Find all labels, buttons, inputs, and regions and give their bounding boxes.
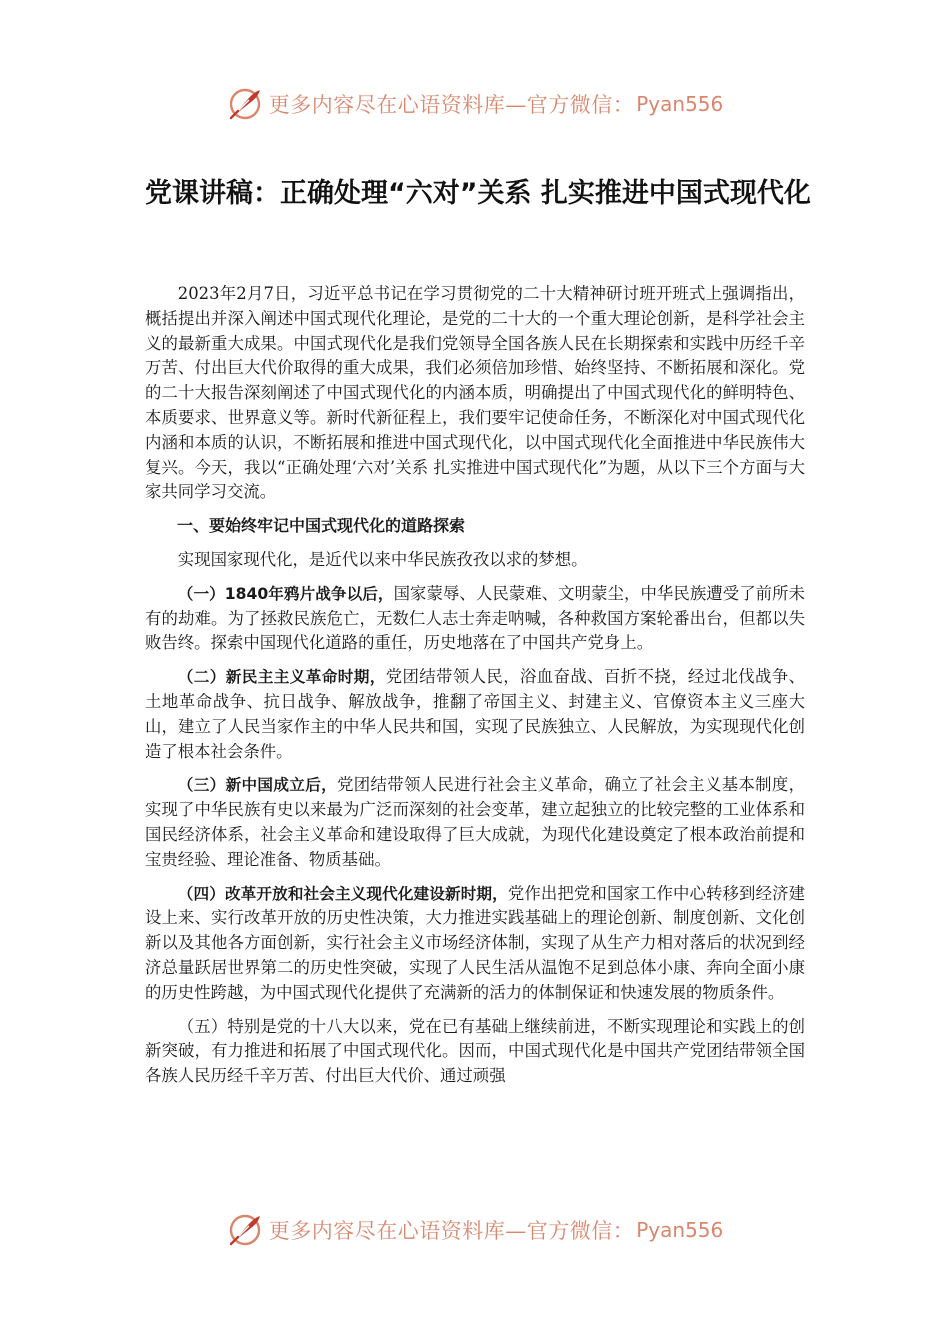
item-4-lead: （四）改革开放和社会主义现代化建设新时期， (177, 884, 508, 903)
paragraph-item-5: （五）特别是党的十八大以来，党在已有基础上继续前进，不断实现理论和实践上的创新突破，有力推进和拓展了中国式现代化。因而，中国式现代化是中国共产党团结带领全国各族人民历经千辛万苦、付出巨大代价、通过顽强 (145, 1016, 805, 1086)
footer-watermark-banner (0, 1208, 950, 1252)
intro-paragraph: 2023年2月7日，习近平总书记在学习贯彻党的二十大精神研讨班开班式上强调指出，概括提出并深入阐述中国式现代化理论，是党的二十大的一个重大理论创新，是科学社会主义的最新重大成果。中国式现代化是我们党领导全国各族人民在长期探索和实践中历经千辛万苦、付出巨大代价取得的重大成果，我们必须倍加珍惜、始终坚持、不断拓展和深化。党的二十大报告深刻阐述了中国式现代化的内涵本质，明确提出了中国式现代化的鲜明特色、本质要求、世界意义等。新时代新征程上，我们要牢记使命任务，不断深化对中国式现代化内涵和本质的认识，不断拓展和推进中国式现代化，以中国式现代化全面推进中华民族伟大复兴。今天，我以“正确处理‘六对’关系 扎实推进中国式现代化”为题，从以下三个方面与大家共同学习交流。 (145, 284, 805, 502)
item-3-text: 党团结带领人民进行社会主义革命，确立了社会主义基本制度，实现了中华民族有史以来最为广泛而深刻的社会变革，建立起独立的比较完整的工业体系和国民经济体系，社会主义革命和建设取得了巨大成就，为现代化建设奠定了根本政治前提和宝贵经验、理论准备、物质基础。 (145, 775, 805, 869)
paragraph-item-4 (145, 882, 805, 1006)
feather-pen-logo-icon (227, 1212, 263, 1248)
item-1-lead: （一）1840年鸦片战争以后， (177, 584, 394, 603)
banner-text: 更多内容尽在心语资料库—官方微信： (268, 1219, 635, 1243)
paragraph-item-1 (145, 582, 805, 656)
section-1-lead: 实现国家现代化，是近代以来中华民族孜孜以求的梦想。 (177, 549, 588, 569)
wechat-id: Pyan556 (636, 1218, 724, 1242)
header-watermark-banner (0, 82, 950, 126)
item-2-text: 党团结带领人民，浴血奋战、百折不挠，经过北伐战争、土地革命战争、抗日战争、解放战争，推翻了帝国主义、封建主义、官僚资本主义三座大山，建立了人民当家作主的中华人民共和国，实现了民族独立、人民解放，为实现现代化创造了根本社会条件。 (145, 667, 805, 761)
paragraph-item-2 (145, 665, 805, 764)
paragraph-item-3 (145, 773, 805, 872)
feather-pen-logo-icon (227, 86, 263, 122)
item-2-lead: （二）新民主主义革命时期， (177, 668, 386, 687)
document-title: 党课讲稿：正确处理“六对”关系 扎实推进中国式现代化 (145, 178, 811, 209)
item-4-text: 党作出把党和国家工作中心转移到经济建设上来、实行改革开放的历史性决策，大力推进实践基础上的理论创新、制度创新、文化创新以及其他各方面创新，实行社会主义市场经济体制，实现了从生产力相对落后的状况到经济总量跃居世界第二的历史性突破，实现了人民生活从温饱不足到总体小康、奔向全面小康的历史性跨越，为中国式现代化提供了充满新的活力的体制保证和快速发展的物质条件。 (145, 883, 805, 1002)
document-body (145, 282, 805, 1089)
banner-text: 更多内容尽在心语资料库—官方微信： (268, 93, 635, 117)
item-3-lead: （三）新中国成立后， (177, 776, 338, 795)
wechat-id: Pyan556 (636, 92, 724, 116)
section-1-heading: 一、要始终牢记中国式现代化的道路探索 (177, 516, 466, 536)
item-1-text: 国家蒙辱、人民蒙难、文明蒙尘，中华民族遭受了前所未有的劫难。为了拯救民族危亡，无数仁人志士奔走呐喊，各种救国方案轮番出台，但都以失败告终。探索中国现代化道路的重任，历史地落在了中国共产党身上。 (145, 583, 805, 653)
